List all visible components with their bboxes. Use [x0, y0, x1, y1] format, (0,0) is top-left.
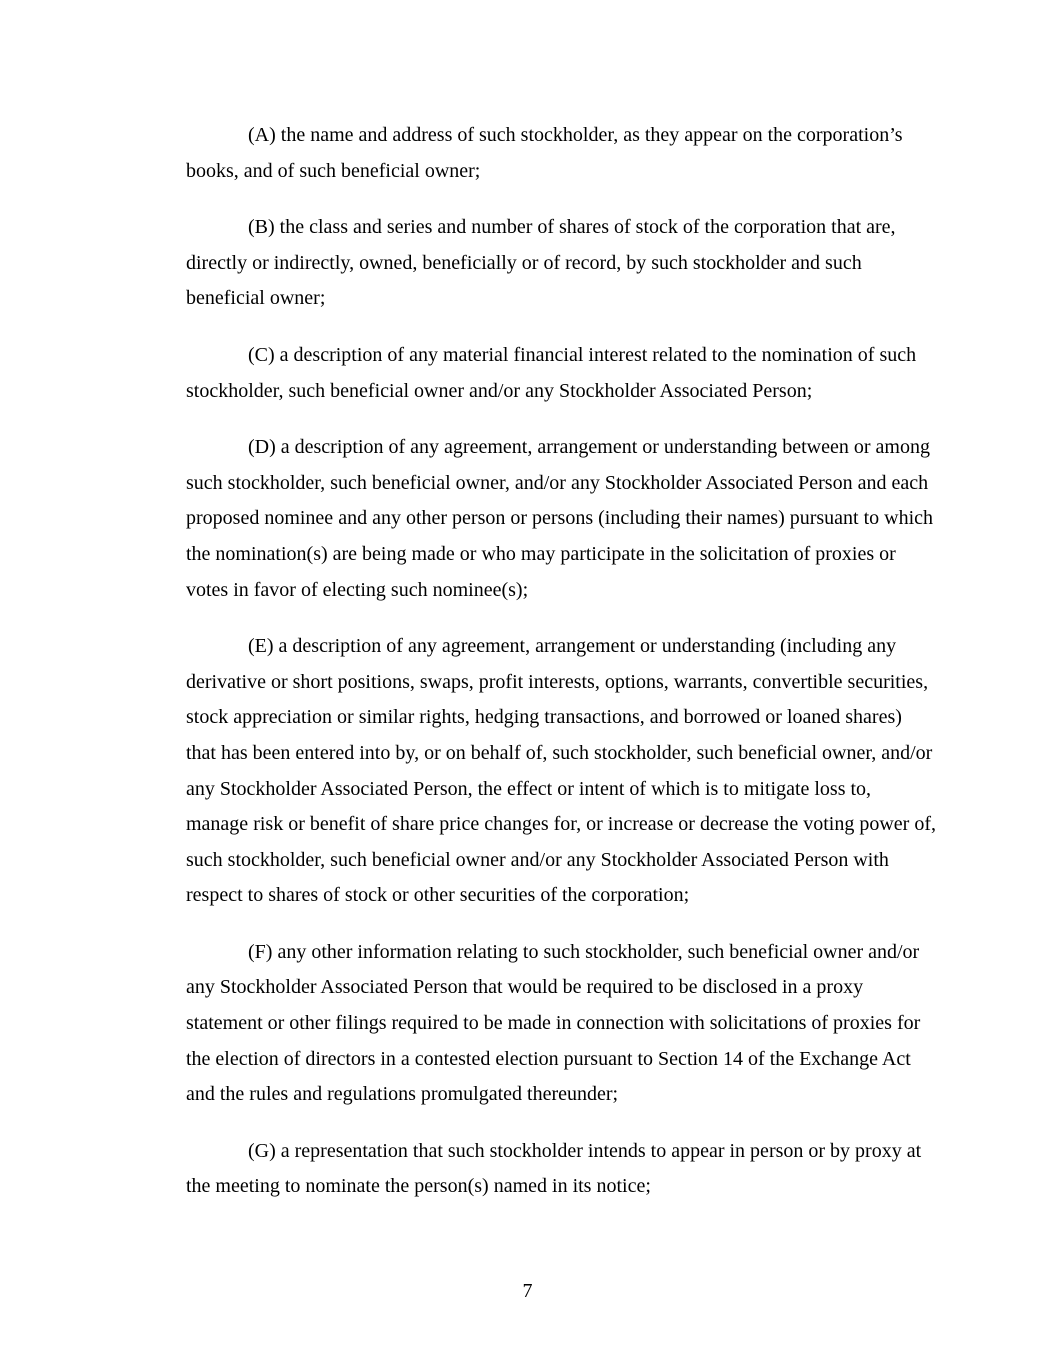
paragraph-g: (G) a representation that such stockholder intends to appear in person or by proxy at the meeting to nominate the person(s) named in its notice;	[186, 1139, 922, 1198]
paragraph-c: (C) a description of any material financial interest related to the nomination of such stockholder, such beneficial owner and/or any Stockholder Associated Person;	[186, 343, 917, 402]
paragraph-e: (E) a description of any agreement, arrangement or understanding (including any derivative or short positions, swaps, profit interests, options, warrants, convertible securities, stock appreciation or similar rights, hedging transactions, and borrowed or loaned shares) that has been entered into by, or on behalf of, such stockholder, such beneficial owner, and/or any Stockholder Associated Person, the effect or intent of which is to mitigate loss to, manage risk or benefit of share price changes for, or increase or decrease the voting power of, such stockholder, such beneficial owner and/or any Stockholder Associated Person with respect to shares of stock or other securities of the corporation;	[186, 635, 936, 907]
paragraph-a: (A) the name and address of such stockholder, as they appear on the corporation’s books, and of such beneficial owner;	[186, 124, 903, 182]
document-body	[186, 118, 936, 1226]
paragraph-b: (B) the class and series and number of shares of stock of the corporation that are, directly or indirectly, owned, beneficially or of record, by such stockholder and such beneficial owner;	[186, 216, 896, 310]
paragraph-f: (F) any other information relating to such stockholder, such beneficial owner and/or any Stockholder Associated Person that would be required to be disclosed in a proxy statement or other filings required to be made in connection with solicitations of proxies for the election of directors in a contested election pursuant to Section 14 of the Exchange Act and the rules and regulations promulgated thereunder;	[186, 940, 921, 1106]
page-number: 7	[522, 1280, 533, 1302]
paragraph-d: (D) a description of any agreement, arrangement or understanding between or among such stockholder, such beneficial owner, and/or any Stockholder Associated Person and each proposed nominee and any other person or persons (including their names) pursuant to which the nomination(s) are being made or who may participate in the solicitation of proxies or votes in favor of electing such nominee(s);	[186, 436, 934, 601]
